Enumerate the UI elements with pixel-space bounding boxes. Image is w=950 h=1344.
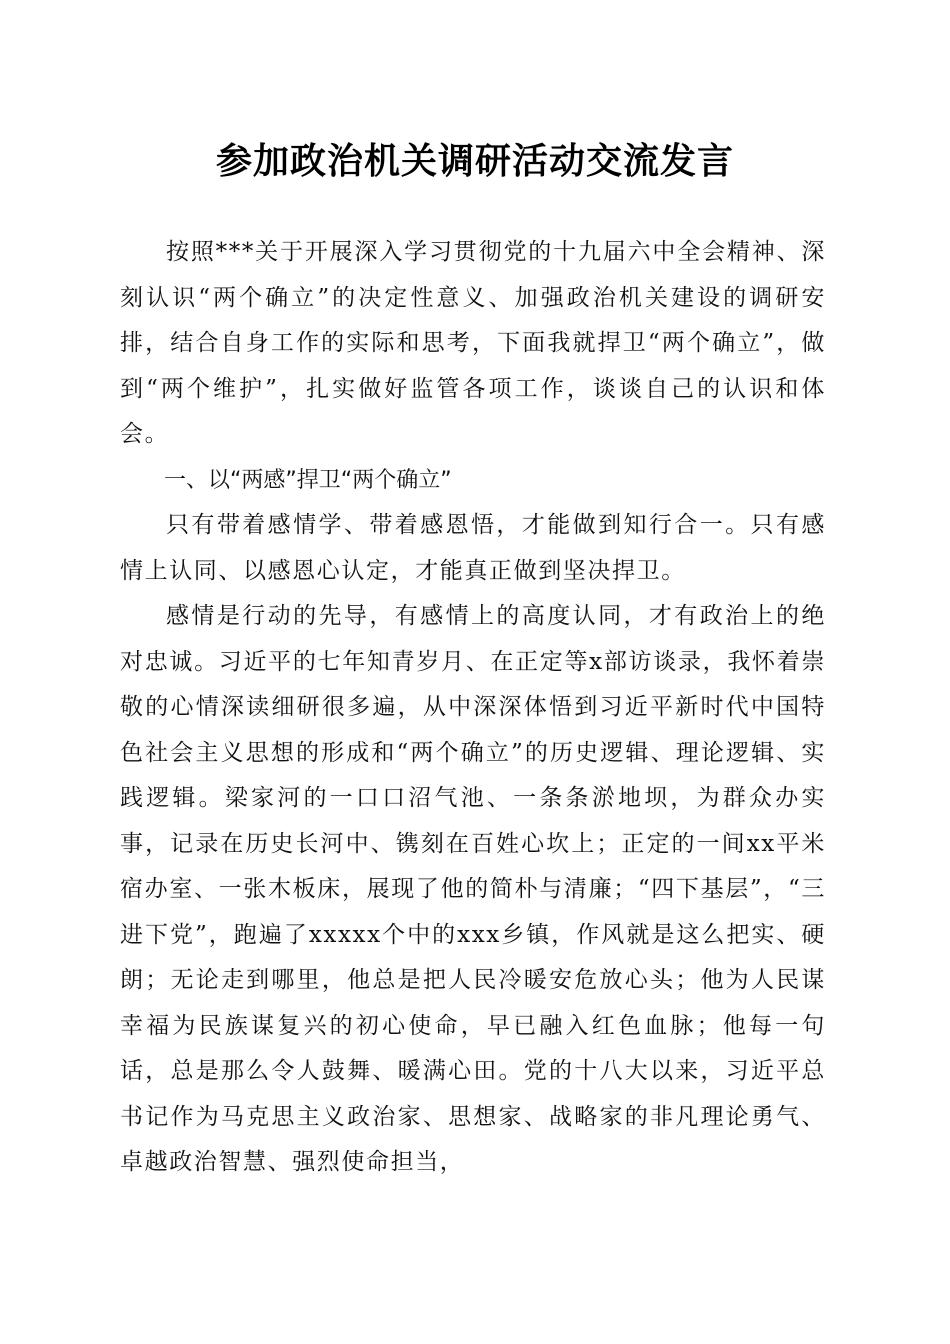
document-title: 参加政治机关调研活动交流发言 <box>215 140 734 182</box>
section-1-paragraph-2: 感情是行动的先导，有感情上的高度认同，才有政治上的绝对忠诚。习近平的七年知青岁月、在正定等x部访谈录，我怀着崇敬的心情深读细研很多遍，从中深深体悟到习近平新时代中国特色社会主义思想的形成和“两个确立”的历史逻辑、理论逻辑、实践逻辑。梁家河的一口口沼气池、一条条淤地坝，为群众办实事，记录在历史长河中、镌刻在百姓心坎上；正定的一间xx平米宿办室、一张木板床，展现了他的简朴与清廉；“四下基层”，“三进下党”，跑遍了xxxxx个中的xxx乡镇，作风就是这么把实、硬朗；无论走到哪里，他总是把人民冷暖安危放心头；他为人民谋幸福为民族谋复兴的初心使命，早已融入红色血脉；他每一句话，总是那么令人鼓舞、暖满心田。党的十八大以来，习近平总书记作为马克思主义政治家、思想家、战略家的非凡理论勇气、卓越政治智慧、强烈使命担当， <box>120 603 826 1175</box>
section-1-paragraph-1: 只有带着感情学、带着感恩悟，才能做到知行合一。只有感情上认同、以感恩心认定，才能真正做到坚决捍卫。 <box>120 512 826 584</box>
document-body <box>120 230 826 1186</box>
section-heading-1: 一、以“两感”捍卫“两个确立” <box>164 467 452 493</box>
intro-paragraph: 按照***关于开展深入学习贯彻党的十九届六中全会精神、深刻认识“两个确立”的决定性意义、加强政治机关建设的调研安排，结合自身工作的实际和思考，下面我就捍卫“两个确立”，做到“两个维护”，扎实做好监管各项工作，谈谈自己的认识和体会。 <box>120 239 826 447</box>
